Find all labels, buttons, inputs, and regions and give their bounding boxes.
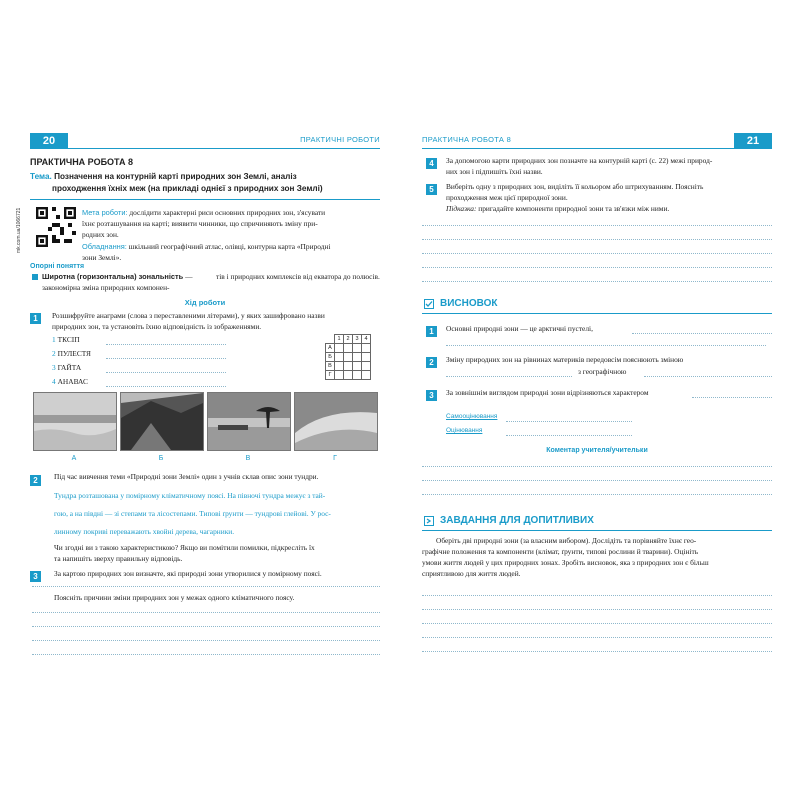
extra-title: ЗАВДАННЯ ДЛЯ ДОПИТЛИВИХ <box>440 515 594 526</box>
taiga-photo <box>120 392 204 451</box>
image-label-c: В <box>245 455 251 462</box>
image-label-b: Б <box>158 455 164 462</box>
answer-line[interactable] <box>422 267 772 268</box>
extra-line4: сприятливою для життя людей. <box>422 569 521 578</box>
task2-blue1: Тундра розташована у помірному кліматичному поясі. На півночі тундра межує з тай- <box>54 491 326 500</box>
extra-line3: умови життя людей у цих природних зонах. Зробіть висновок, яка з природних зон є більш <box>422 558 709 567</box>
answer-line[interactable] <box>446 345 766 346</box>
self-assessment-label: Самооцінювання <box>446 413 498 420</box>
answer-line[interactable] <box>506 435 632 436</box>
image-label-d: Г <box>333 455 337 462</box>
answer-line[interactable] <box>422 609 772 610</box>
task3-line2: Поясніть причини зміни природних зон у межах одного кліматичного поясу. <box>54 593 295 602</box>
task2-blue2: гою, а на півдні — зі степами та лісостепами. Типові ґрунти — тундрові глейові. У рос- <box>54 509 331 518</box>
answer-line[interactable] <box>422 595 772 596</box>
task1-line2: природних зон, та установіть їхню відповідність із зображеннями. <box>52 322 262 331</box>
anagram-3 <box>52 362 81 373</box>
conclusion-title: ВИСНОВОК <box>440 298 498 309</box>
grid-cell[interactable] <box>362 353 371 362</box>
grid-cell[interactable] <box>335 371 344 380</box>
grid-cell[interactable] <box>353 371 362 380</box>
grid-col-header: 1 <box>335 335 344 344</box>
grid-row-header: В <box>326 362 335 371</box>
task2-question <box>54 542 380 564</box>
grid-row-header: А <box>326 344 335 353</box>
answer-line[interactable] <box>506 421 632 422</box>
answer-line[interactable] <box>106 344 226 345</box>
task1-text <box>52 310 380 332</box>
answer-line[interactable] <box>106 358 226 359</box>
grid-cell[interactable] <box>353 362 362 371</box>
tundra-photo <box>33 392 117 451</box>
goal <box>82 207 380 240</box>
grid-cell[interactable] <box>353 344 362 353</box>
equipment-label: Обладнання: <box>82 242 127 251</box>
savanna-photo <box>207 392 291 451</box>
goal-line3: родних зон. <box>82 230 119 239</box>
conclusion-3: За зовнішнім виглядом природні зони відрізняються характером <box>446 388 649 397</box>
concept-def2: тів і природних комплексів від екватора до полюсів. <box>216 272 380 281</box>
task4-line1: За допомогою карти природних зон позначте на контурній карті (с. 22) межі природ- <box>446 156 713 165</box>
header-rule <box>68 148 380 149</box>
answer-line[interactable] <box>106 386 226 387</box>
anagram-word: ГАЙТА <box>57 363 82 372</box>
answer-line[interactable] <box>692 397 772 398</box>
page-number: 21 <box>734 133 772 149</box>
section-rule <box>422 313 772 314</box>
answer-line[interactable] <box>422 637 772 638</box>
grid-row-header: Г <box>326 371 335 380</box>
answer-line[interactable] <box>422 253 772 254</box>
grid-cell[interactable] <box>344 371 353 380</box>
expand-icon <box>424 516 434 526</box>
task-number: 1 <box>30 313 41 324</box>
extra-line1: Оберіть дві природні зони (за власним вибором). Дослідіть та порівняйте їхнє гео- <box>436 536 697 545</box>
anagram-word: ТКСІП <box>57 335 80 344</box>
task2-intro: Під час вивчення теми «Природні зони Землі» один з учнів склав опис зони тундри. <box>54 472 319 481</box>
assessment-label: Оцінювання <box>446 427 483 434</box>
extra-text <box>422 535 772 579</box>
anagram-num: 4 <box>52 377 56 386</box>
anagram-1 <box>52 334 80 345</box>
checkbox-icon <box>424 299 434 309</box>
grid-cell[interactable] <box>344 353 353 362</box>
running-header: ПРАКТИЧНІ РОБОТИ <box>300 135 380 144</box>
hint-label: Підказка: <box>446 204 477 213</box>
task-number: 2 <box>426 357 437 368</box>
extra-line2: графічне положення та компоненти (клімат, ґрунти, типові рослини й тварини). Оцініть <box>422 547 699 556</box>
equipment-line1: шкільний географічний атлас, олівці, контурна карта «Природні <box>128 242 331 251</box>
task1-line1: Розшифруйте анаграми (слова з переставленими літерами), у яких зашифровано назви <box>52 311 325 320</box>
goal-line1: дослідити характерні риси основних природних зон, з'ясувати <box>129 208 326 217</box>
task5-text <box>446 181 772 214</box>
task2-line2: Чи згодні ви з такою характеристикою? Якщо ви помітили помилки, підкресліть їх <box>54 543 315 552</box>
anagram-4 <box>52 376 88 387</box>
desert-photo <box>294 392 378 451</box>
topic-rule <box>30 199 380 200</box>
answer-line[interactable] <box>32 626 380 627</box>
grid-cell[interactable] <box>335 362 344 371</box>
topic-line2: проходження їхніх меж (на прикладі однієї з природних зон Землі) <box>52 184 323 193</box>
grid-cell[interactable] <box>335 353 344 362</box>
task2-description <box>54 487 380 541</box>
grid-cell[interactable] <box>344 362 353 371</box>
qr-code-icon[interactable] <box>36 207 76 247</box>
topic <box>30 171 380 195</box>
task-number: 2 <box>30 475 41 486</box>
answer-line[interactable] <box>422 281 772 282</box>
grid-corner <box>326 335 335 344</box>
bullet-icon <box>32 274 38 280</box>
progress-title: Хід роботи <box>184 298 226 307</box>
task2-line3: та напишіть зверху правильну відповідь. <box>54 554 183 563</box>
grid-col-header: 2 <box>344 335 353 344</box>
answer-line[interactable] <box>632 333 772 334</box>
equipment <box>82 241 380 263</box>
running-header: ПРАКТИЧНА РОБОТА 8 <box>422 135 512 144</box>
answer-line[interactable] <box>422 494 772 495</box>
answer-line[interactable] <box>422 239 772 240</box>
qr-caption: mk.com.ua/1066721 <box>16 207 22 253</box>
header-rule <box>422 148 734 149</box>
grid-col-header: 3 <box>353 335 362 344</box>
answer-line[interactable] <box>32 654 380 655</box>
match-grid[interactable] <box>325 334 371 380</box>
topic-line1: Позначення на контурній карті природних зон Землі, аналіз <box>54 172 297 181</box>
grid-row-header: Б <box>326 353 335 362</box>
concept-definition <box>42 271 212 293</box>
image-label-a: А <box>71 455 77 462</box>
answer-line[interactable] <box>106 372 226 373</box>
anagram-2 <box>52 348 91 359</box>
task4-line2: них зон і підпишіть їхні назви. <box>446 167 543 176</box>
answer-line[interactable] <box>422 225 772 226</box>
anagram-word: ПУЛЕСТЯ <box>57 349 91 358</box>
goal-line2: їхнє розташування на карті; виявити чинники, що спричиняють зміну при- <box>82 219 318 228</box>
anagram-num: 3 <box>52 363 56 372</box>
answer-line[interactable] <box>32 586 380 587</box>
task-number: 5 <box>426 184 437 195</box>
answer-line[interactable] <box>422 480 772 481</box>
goal-label: Мета роботи: <box>82 208 128 217</box>
topic-label: Тема. <box>30 172 52 181</box>
anagram-word: АНАВАС <box>57 377 88 386</box>
answer-line[interactable] <box>422 651 772 652</box>
equipment-line2: зони Землі». <box>82 253 122 262</box>
section-rule <box>422 530 772 531</box>
task5-line1: Виберіть одну з природних зон, виділіть її кольором або штрихуванням. Поясніть <box>446 182 704 191</box>
answer-line[interactable] <box>32 612 380 613</box>
answer-line[interactable] <box>422 623 772 624</box>
conclusion-2: Зміну природних зон на рівнинах материків передовсім пояснюють зміною <box>446 355 684 364</box>
task5-line2: проходження меж цієї природної зони. <box>446 193 568 202</box>
grid-cell[interactable] <box>362 344 371 353</box>
work-title: ПРАКТИЧНА РОБОТА 8 <box>30 157 133 167</box>
task-number: 1 <box>426 326 437 337</box>
task-number: 3 <box>30 571 41 582</box>
grid-cell[interactable] <box>362 362 371 371</box>
answer-line[interactable] <box>644 376 772 377</box>
task3-line1: За картою природних зон визначте, які природні зони утворилися у помірному поясі. <box>54 569 322 578</box>
task2-blue3: линному покриві переважають хвойні дерева, чагарники. <box>54 527 235 536</box>
grid-cell[interactable] <box>344 344 353 353</box>
teacher-comment-heading: Коментар учителя/учительки <box>546 447 648 454</box>
anagram-num: 2 <box>52 349 56 358</box>
key-concepts-heading: Опорні поняття <box>30 263 85 270</box>
grid-cell[interactable] <box>353 353 362 362</box>
grid-cell[interactable] <box>362 371 371 380</box>
answer-line[interactable] <box>32 640 380 641</box>
concept-term: Широтна (горизонтальна) зональність <box>42 272 184 281</box>
task4-text <box>446 155 772 177</box>
hint-text: пригадайте компоненти природної зони та зв'язки між ними. <box>476 204 670 213</box>
grid-cell[interactable] <box>335 344 344 353</box>
answer-line[interactable] <box>446 376 572 377</box>
answer-line[interactable] <box>422 466 772 467</box>
grid-col-header: 4 <box>362 335 371 344</box>
task-number: 3 <box>426 390 437 401</box>
conclusion-1: Основні природні зони — це арктичні пустелі, <box>446 324 593 333</box>
conclusion-2b: з географічною <box>578 367 627 376</box>
task-number: 4 <box>426 158 437 169</box>
anagram-num: 1 <box>52 335 56 344</box>
page-number: 20 <box>30 133 68 149</box>
concept-def1: — закономірна зміна природних компонен- <box>42 272 193 292</box>
